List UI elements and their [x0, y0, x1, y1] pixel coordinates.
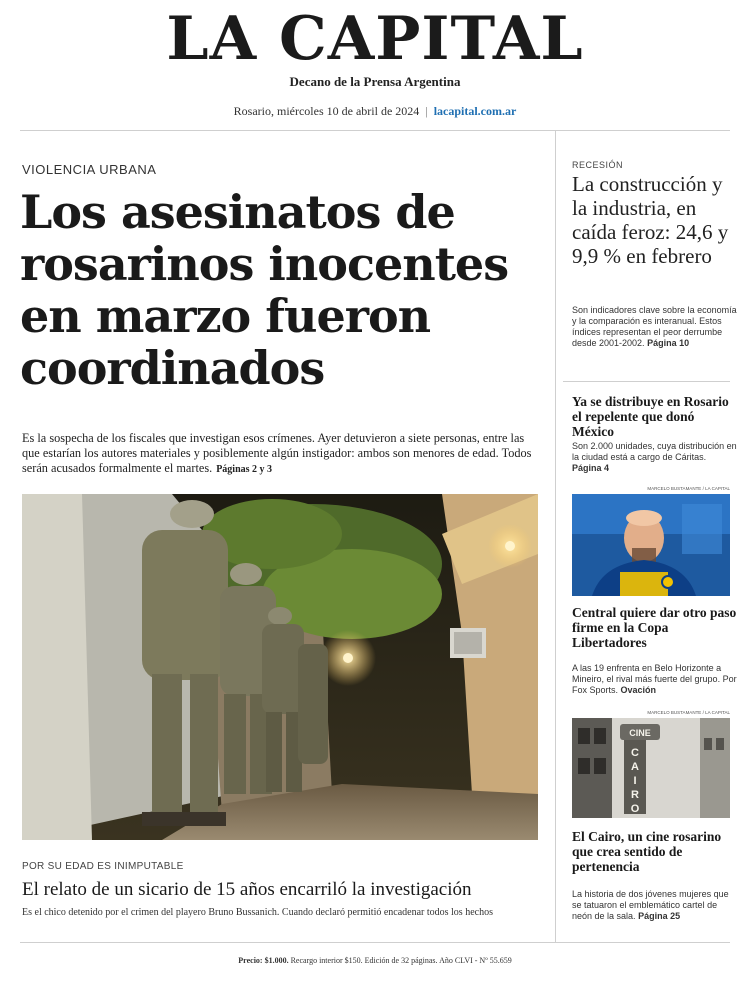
masthead-tagline: Decano de la Prensa Argentina [289, 74, 461, 89]
footer-line [0, 956, 750, 965]
footer-details: Recargo interior $150. Edición de 32 páginas. Año CLVI - Nº 55.659 [290, 956, 512, 965]
cairo-photo-illustration [572, 718, 730, 818]
central-page-reference: Ovación [620, 685, 657, 695]
main-lead-text: Es la sospecha de los fiscales que investigan esos crímenes. Ayer detuvieron a siete personas, entre las que estarían los autores materiales y posiblemente algún instigador: ambos son menores de edad. Todos serán acusados formalmente el martes. [22, 431, 532, 475]
recession-headline[interactable]: La construcción y la industria, en caída feroz: 24,6 y 9,9 % en febrero [572, 172, 729, 268]
website-link[interactable]: lacapital.com.ar [433, 104, 517, 118]
main-photo-illustration [22, 494, 538, 840]
cinema-sign-letter-3: I [633, 775, 637, 787]
central-headline[interactable]: Central quiere dar otro paso firme en la Copa Libertadores [572, 605, 737, 650]
dateline-separator: | [425, 104, 428, 118]
main-lead [22, 431, 542, 477]
cairo-headline[interactable]: El Cairo, un cine rosarino que crea sentido de pertenencia [572, 829, 722, 874]
cairo-photo[interactable] [572, 718, 730, 818]
recession-deck [572, 305, 737, 349]
recession-kicker: RECESIÓN [572, 160, 624, 170]
central-photo-credit: MARCELO BUSTAMANTE / LA CAPITAL [647, 486, 730, 491]
recession-deck-text: Son indicadores clave sobre la economía y la comparación es interanual. Estos índices representan el peor derrumbe desde 2001-2002. [572, 305, 737, 348]
secondary-headline[interactable]: El relato de un sicario de 15 años encarriló la investigación [22, 879, 472, 900]
cairo-body-text: La historia de dos jóvenes mujeres que se tatuaron el emblemático cartel de neón de la sala. [572, 889, 729, 921]
main-photo[interactable] [22, 494, 538, 840]
repellent-body-text: Son 2.000 unidades, cuya distribución en la ciudad está a cargo de Cáritas. [572, 441, 737, 462]
cinema-sign-letter-1: C [631, 747, 639, 759]
secondary-deck: Es el chico detenido por el crimen del playero Bruno Bussanich. Cuando declaró permitió encadenar todos los hechos [22, 907, 493, 918]
main-page-reference: Páginas 2 y 3 [216, 464, 273, 475]
masthead-logo: LA CAPITAL [166, 4, 584, 74]
central-body [572, 663, 737, 696]
repellent-page-reference: Página 4 [572, 463, 610, 473]
edition-date: Rosario, miércoles 10 de abril de 2024 [233, 104, 420, 118]
column-divider [555, 131, 556, 942]
central-body-text: A las 19 enfrenta en Belo Horizonte a Mineiro, el rival más fuerte del grupo. Por Fox Sports. [572, 663, 737, 695]
central-photo-illustration [572, 494, 730, 596]
cinema-sign-top: CINE [629, 728, 651, 738]
sidebar-divider-1 [563, 381, 730, 382]
secondary-kicker: POR SU EDAD ES INIMPUTABLE [22, 861, 184, 872]
cairo-body [572, 889, 737, 922]
dateline [0, 104, 750, 119]
bottom-divider [20, 942, 730, 943]
repellent-headline[interactable]: Ya se distribuye en Rosario el repelente que donó México [572, 394, 729, 439]
repellent-body [572, 441, 737, 474]
main-headline[interactable]: Los asesinatos de rosarinos inocentes en marzo fueron coordinados [20, 185, 509, 395]
recession-page-reference: Página 10 [647, 338, 690, 348]
cinema-sign-letter-2: A [631, 761, 639, 773]
central-photo[interactable] [572, 494, 730, 596]
cairo-page-reference: Página 25 [638, 911, 681, 921]
main-kicker: VIOLENCIA URBANA [22, 162, 157, 177]
cinema-sign-letter-4: R [631, 789, 639, 801]
top-divider [20, 130, 730, 131]
cinema-sign-letter-5: O [630, 803, 640, 815]
footer-price: Precio: $1.000. [238, 956, 289, 965]
cairo-photo-credit: MARCELO BUSTAMANTE / LA CAPITAL [647, 710, 730, 715]
